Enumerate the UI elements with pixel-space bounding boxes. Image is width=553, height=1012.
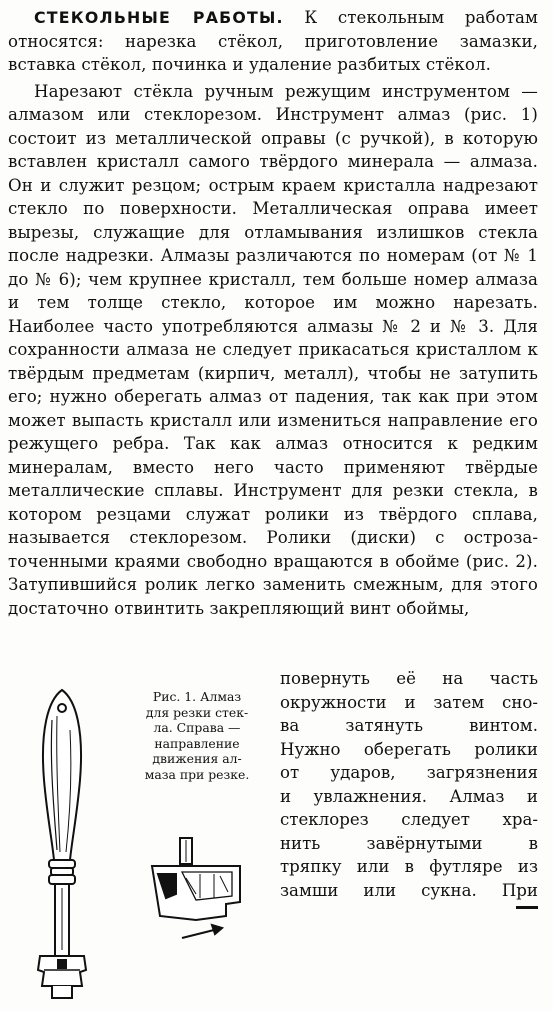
side-line: повернуть её на часть — [280, 669, 538, 688]
section-heading: СТЕКОЛЬНЫЕ РАБОТЫ. — [34, 8, 284, 27]
side-line: и увлажнения. Алмаз и — [280, 786, 538, 806]
side-line: нить завёрнутыми в — [280, 833, 538, 853]
caption-line: для резки стек- — [145, 704, 249, 720]
side-line: окружности и затем сно- — [280, 692, 538, 712]
paragraph-tools: Нарезают стёкла ручным режущим инструментом — алмазом или стеклорезом. Инструмент алмаз (рис. 1) состоит из металлической оправы (с ручкой), в которую вставлен кристалл самого твёрдого минерала — алмаза. Он и служит резцом; острым краем кристалла надрезают стекло по поверхности. Металлическая оправа имеет вырезы, служащие для отламывания излишков стекла после надрезки. Алмазы различаются по номерам (от № 1 до № 6); чем крупнее кристалл, тем больше номер алмаза и тем толще стекло, которое им можно нарезать. Наиболее часто употребляются алмазы № 2 и № 3. Для сохранности алмаза не следует прикасаться кристаллом к твёрдым предметам (кирпич, металл), чтобы не затупить его; нужно оберегать алмаз от падения, так как при этом может выпасть кристалл или измениться направление его режущего ребра. Так как алмаз относится к редким минералам, вместо него часто применяют твёрдые металлические сплавы. Инструмент для резки стекла, в котором резцами служат ролики из твёрдого сплава, называется стеклорезом. Ролики (диски) с острозаточенными краями свободно вращаются в обойме (рис. 2). Затупившийся ролик легко заменить смежным, для этого достаточно отвинтить закрепляющий винт обоймы, — [8, 81, 538, 618]
side-line: тряпку или в футляре из — [280, 857, 538, 876]
cutting-direction-icon — [152, 838, 240, 938]
caption-line: направление — [154, 735, 240, 751]
side-line: Нужно оберегать ролики — [280, 739, 538, 759]
diamond-cutter-handle-icon — [38, 690, 86, 998]
side-line: от ударов, загрязнения — [280, 763, 538, 782]
side-line: ва затянуть винтом. — [280, 716, 538, 735]
caption-line: движения ал- — [152, 751, 242, 766]
caption-line: ла. Справа — — [153, 720, 241, 735]
caption-line: Рис. 1. Алмаз — [152, 689, 242, 704]
side-line: замши или сукна. При — [280, 880, 538, 900]
side-line: стеклорез следует хра- — [280, 810, 538, 829]
caption-line: маза при резке. — [144, 766, 250, 782]
intro-text: К стекольным работам относятся: нарезка стёкол, приготовление замазки, вставка стёкол, починка и удаление разбитых стёкол. — [8, 8, 538, 74]
